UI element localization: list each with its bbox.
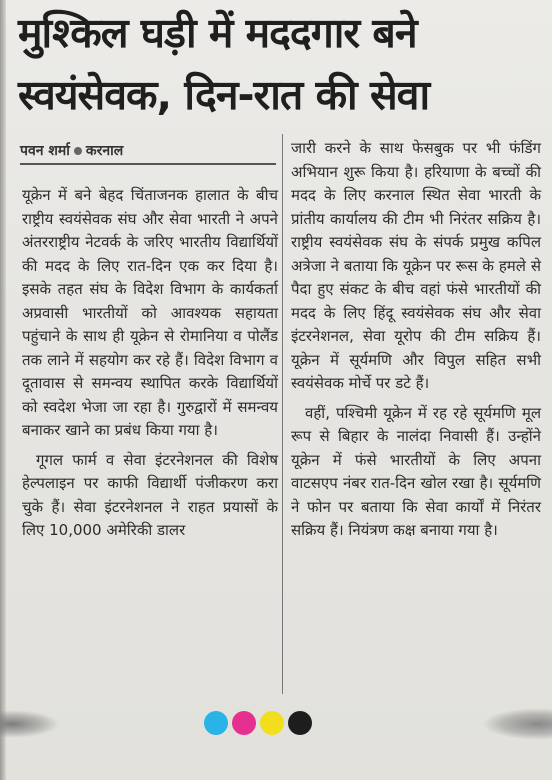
article-paragraph: यूक्रेन में बने बेहद चिंताजनक हालात के बीच राष्ट्रीय स्वयंसेवक संघ और सेवा भारती ने अपने अंतरराष्ट्रीय नेटवर्क के जरिए भारतीय विद्यार्थियों की मदद के लिए रात-दिन एक कर दिया है। इसके तहत संघ के विदेश विभाग के कार्यकर्ता अप्रवासी भारतीयों को आवश्यक सहायता पहुंचाने के साथ ही यूक्रेन से रोमानिया व पोलैंड तक लाने में सहयोग कर रहे हैं। विदेश विभाग व दूतावास से समन्वय स्थापित करके विद्यार्थियों को स्वदेश भेजा जा रहा है। गुरुद्वारों में समन्वय बनाकर खाने का प्रबंध किया गया है। xyxy=(22,186,278,439)
byline-author: पवन शर्मा xyxy=(20,143,70,159)
byline-bullet-icon xyxy=(74,147,82,155)
yellow-dot-icon xyxy=(260,711,284,735)
black-dot-icon xyxy=(288,711,312,735)
headline-line-1: मुश्किल घड़ी में मददगार बने xyxy=(18,9,417,57)
headline xyxy=(18,2,548,126)
article-paragraph: गूगल फार्म व सेवा इंटरनेशनल की विशेष हेल्पलाइन पर काफी विद्यार्थी पंजीकरण करा चुके हैं। सेवा इंटरनेशनल ने राहत प्रयासों के लिए 10,000 अमेरिकी डालर xyxy=(22,450,278,539)
ink-smear xyxy=(482,708,552,740)
page-edge-shadow xyxy=(0,0,6,780)
headline-line-2: स्वयंसेवक, दिन-रात की सेवा xyxy=(18,71,430,119)
article-paragraph: जारी करने के साथ फेसबुक पर भी फंडिंग अभियान शुरू किया है। हरियाणा के बच्चों की मदद के लिए करनाल स्थित सेवा भारती के प्रांतीय कार्यालय की टीम भी निरंतर सक्रिय है। राष्ट्रीय स्वयंसेवक संघ के संपर्क प्रमुख कपिल अत्रेजा ने बताया कि यूक्रेन पर रूस के हमले से पैदा हुए संकट के बीच वहां फंसे भारतीयों की मदद के लिए हिंदू स्वयंसेवक संघ और सेवा इंटरनेशनल, सेवा यूरोप की टीम सक्रिय हैं। यूक्रेन में सूर्यमणि और विपुल सहित सभी स्वयंसेवक मोर्चे पर डटे हैं। xyxy=(291,139,541,392)
byline-divider xyxy=(20,163,276,165)
byline-location: करनाल xyxy=(85,143,124,159)
article-column-left xyxy=(22,184,278,543)
ink-smear xyxy=(0,710,60,738)
article-column-right xyxy=(291,137,541,543)
article-paragraph: वहीं, पश्चिमी यूक्रेन में रह रहे सूर्यमणि मूल रूप से बिहार के नालंदा निवासी हैं। उन्होंने यूक्रेन में फंसे भारतीयों के लिए अपना वाटसएप नंबर रात-दिन खोल रखा है। सूर्यमणि ने फोन पर बताया कि सेवा कार्यों में निरंतर सक्रिय हैं। नियंत्रण कक्ष बनाया गया है। xyxy=(291,403,541,539)
magenta-dot-icon xyxy=(232,711,256,735)
column-divider xyxy=(282,134,283,694)
registration-marks xyxy=(204,711,316,737)
cyan-dot-icon xyxy=(204,711,228,735)
